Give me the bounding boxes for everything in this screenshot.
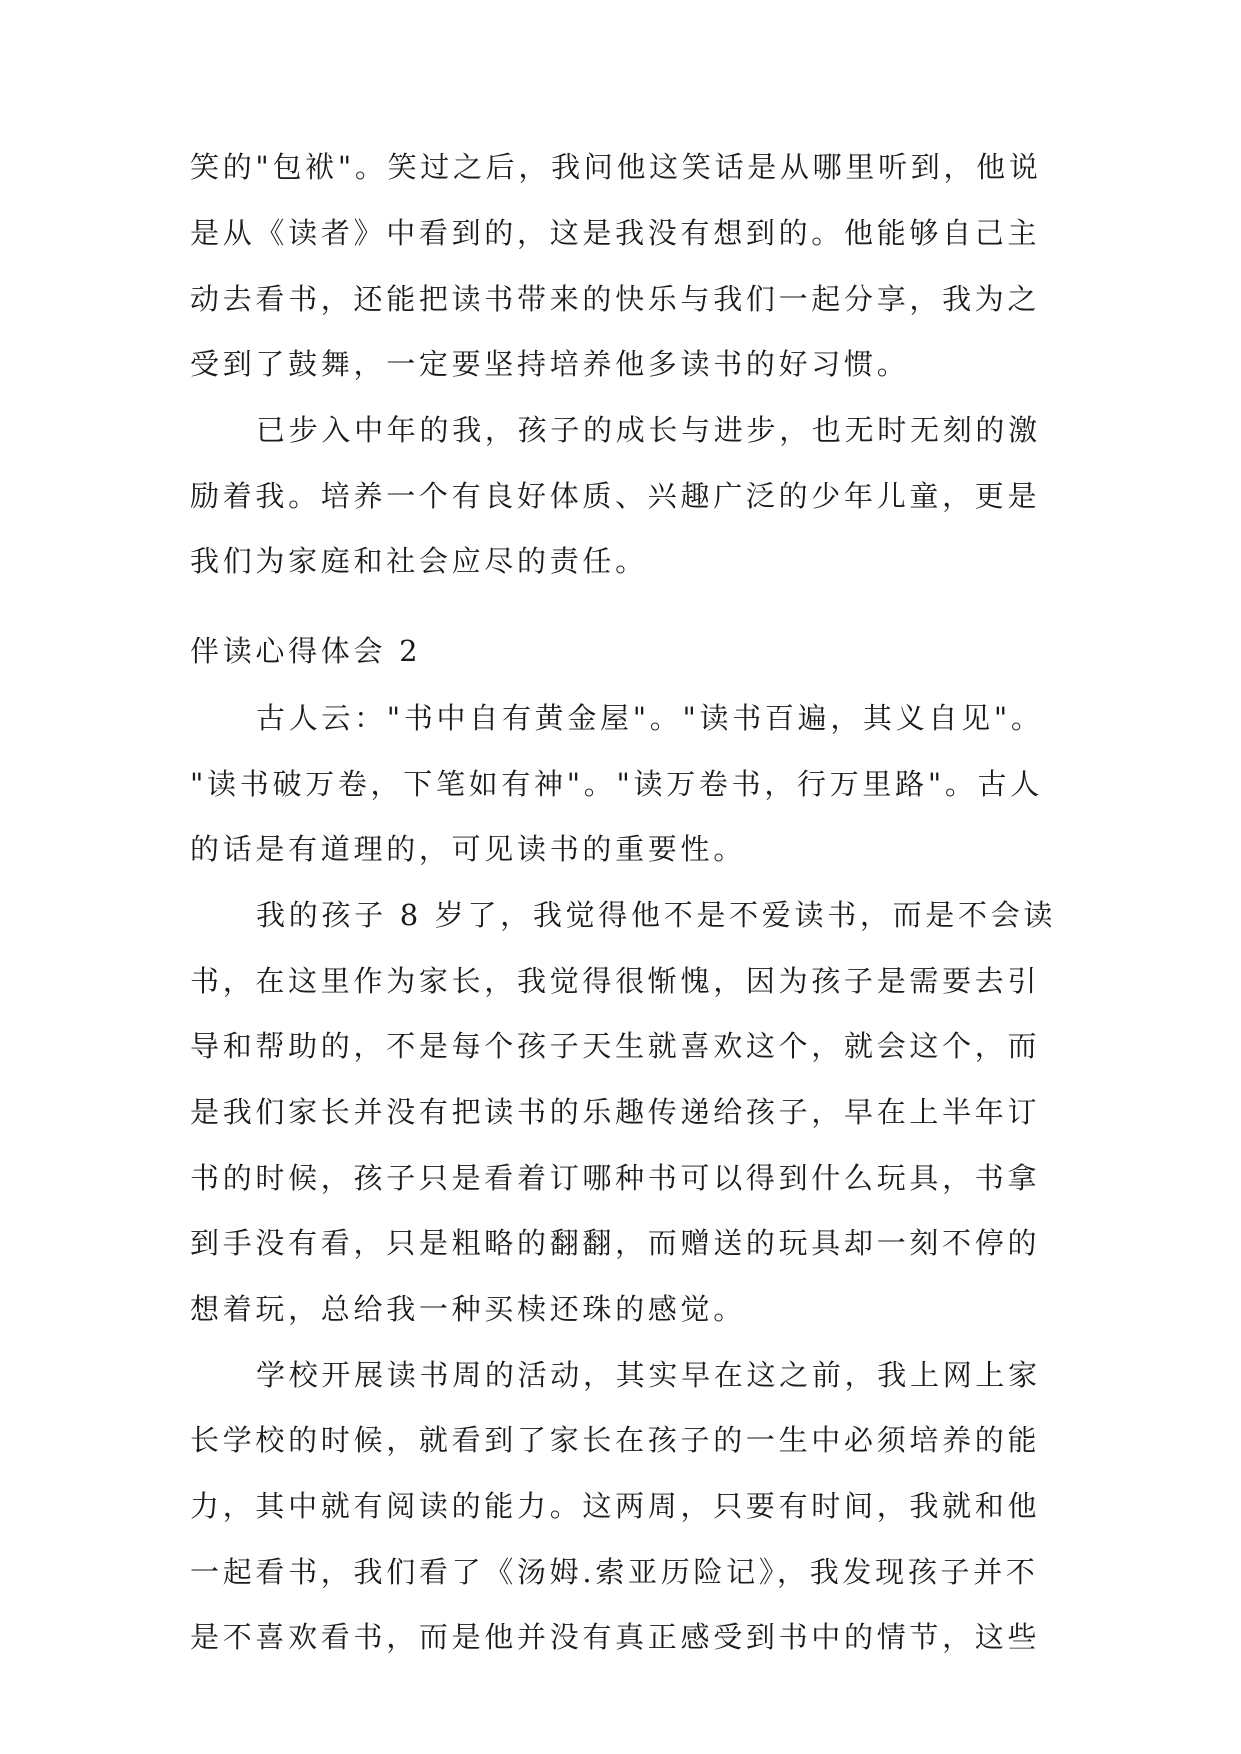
body-line: 我的孩子 8 岁了，我觉得他不是不爱读书，而是不会读 xyxy=(256,898,1057,932)
body-line: 一起看书，我们看了《汤姆.索亚历险记》，我发现孩子并不 xyxy=(190,1555,1039,1589)
body-line: 力，其中就有阅读的能力。这两周，只要有时间，我就和他 xyxy=(190,1489,1041,1523)
body-line: 已步入中年的我，孩子的成长与进步，也无时无刻的激 xyxy=(256,413,1041,447)
body-line: 导和帮助的，不是每个孩子天生就喜欢这个，就会这个，而 xyxy=(190,1029,1041,1063)
body-line: 书的时候，孩子只是看着订哪种书可以得到什么玩具，书拿 xyxy=(190,1161,1041,1195)
body-line: 到手没有看，只是粗略的翻翻，而赠送的玩具却一刻不停的 xyxy=(190,1226,1041,1260)
body-line: 的话是有道理的，可见读书的重要性。 xyxy=(190,832,746,866)
body-line: 是不喜欢看书，而是他并没有真正感受到书中的情节，这些 xyxy=(190,1620,1041,1654)
body-line: 是从《读者》中看到的，这是我没有想到的。他能够自己主 xyxy=(190,216,1041,250)
body-line: 长学校的时候，就看到了家长在孩子的一生中必须培养的能 xyxy=(190,1423,1041,1457)
body-line: 受到了鼓舞，一定要坚持培养他多读书的好习惯。 xyxy=(190,347,910,381)
body-line: 想着玩，总给我一种买椟还珠的感觉。 xyxy=(190,1292,746,1326)
body-line: 学校开展读书周的活动，其实早在这之前，我上网上家 xyxy=(256,1358,1041,1392)
body-line: 笑的"包袱"。笑过之后，我问他这笑话是从哪里听到，他说 xyxy=(190,150,1042,184)
body-line: 书，在这里作为家长，我觉得很惭愧，因为孩子是需要去引 xyxy=(190,964,1041,998)
body-line: 是我们家长并没有把读书的乐趣传递给孩子，早在上半年订 xyxy=(190,1095,1041,1129)
body-line: 古人云："书中自有黄金屋"。"读书百遍，其义自见"。 xyxy=(256,701,1044,735)
body-line: 励着我。培养一个有良好体质、兴趣广泛的少年儿童，更是 xyxy=(190,479,1041,513)
body-line: 动去看书，还能把读书带来的快乐与我们一起分享，我为之 xyxy=(190,282,1041,316)
section-heading: 伴读心得体会 2 xyxy=(190,634,422,668)
body-line: 我们为家庭和社会应尽的责任。 xyxy=(190,544,648,578)
body-line: "读书破万卷，下笔如有神"。"读万卷书，行万里路"。古人 xyxy=(190,767,1043,801)
